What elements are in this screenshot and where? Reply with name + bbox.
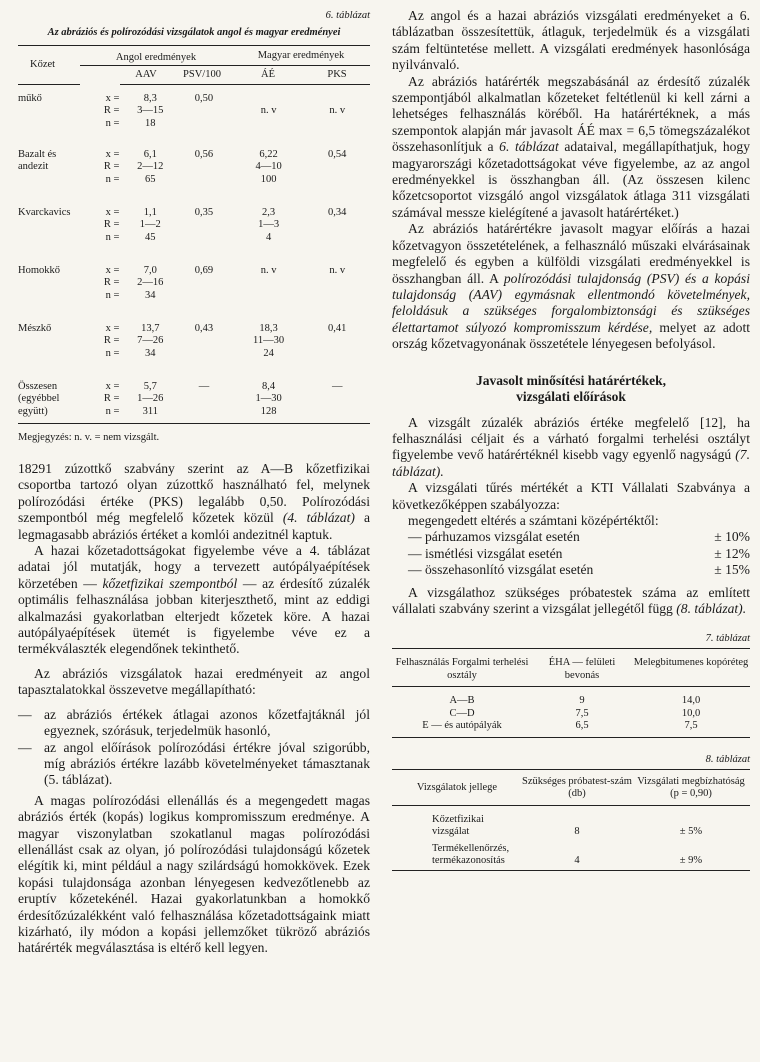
- table-cell: Termékellenőrzés, termékazonosítás: [432, 842, 510, 867]
- table-cell: ± 9%: [679, 855, 703, 867]
- ae-count: 4: [265, 231, 272, 243]
- text-span: 18291 zúzottkő szabvány szerint az A—B kőzetfizikai csoportba tartozó olyan zúzottkő használható fel, melynek polírozódási értéke (PKS) legalább 0,50. Polírozódási szempontból még megfelelő kőzetek közül: [18, 461, 370, 526]
- text-span: a legmagasabb abráziós értéket a komlói andezitnél kaptuk.: [18, 510, 370, 542]
- psv-value: 0,43: [194, 323, 214, 334]
- psv-value: —: [198, 381, 210, 392]
- rock-name: Homokkő: [18, 265, 60, 276]
- table6-row: [18, 143, 370, 201]
- aav-range: 3—15: [137, 105, 164, 117]
- table7: [392, 648, 750, 738]
- row-label: x =: [105, 265, 120, 276]
- table-cell: C—D: [449, 707, 475, 719]
- tolerance-value: ± 15%: [714, 562, 750, 578]
- aav-count: 45: [145, 231, 156, 243]
- heading-line: Javasolt minősítési határértékek,: [475, 372, 667, 388]
- row-label: n =: [105, 231, 120, 243]
- table7-number: 7. táblázat: [705, 633, 750, 645]
- aav-mean: 1,1: [143, 207, 157, 218]
- psv-value: 0,56: [194, 149, 214, 160]
- ae-range: 1—3: [258, 219, 280, 231]
- table6-row: [18, 375, 370, 421]
- table6-row: [18, 85, 370, 143]
- psv-value: 0,35: [194, 207, 214, 218]
- table8-body: [392, 806, 750, 870]
- section-heading: [392, 373, 750, 405]
- paragraph: [392, 585, 750, 618]
- table6-header-angol: Angol eredmények: [80, 46, 232, 66]
- table7-header-usage: Felhasználás Forgalmi terhelési osztály: [395, 657, 529, 681]
- row-label: x =: [105, 323, 120, 334]
- aav-range: 7—26: [137, 335, 164, 347]
- text-span: Az abráziós határértékre javasolt magyar előírás a hazai kőzetvagyon összetételének, a felhasználó műszaki elvárásainak megfelelő és egyben a külföldi vizsgálati eredményekkel is összhangban áll. A: [392, 221, 750, 286]
- row-label: R =: [103, 335, 120, 347]
- table-cell: 7,5: [684, 720, 698, 732]
- left-column: [18, 0, 370, 957]
- table6-header-ae: ÁÉ: [232, 65, 304, 85]
- psv-value: 0,50: [194, 93, 214, 104]
- table-cell: 9: [579, 695, 585, 707]
- tolerance-item: [392, 529, 750, 545]
- bullet-text: az angol előírások polírozódási értékre jóval szigorúbb, míg abráziós értékre lazább követelményeket támasztanak (5. táblázat).: [44, 739, 370, 788]
- ae-mean: n. v: [260, 105, 277, 116]
- rock-name: Mészkő: [18, 323, 52, 334]
- bullet-item: — az abráziós értékek átlagai azonos kőzetfajtáknál jól egyeznek, szórásuk, terjedelmük hasonló,: [18, 706, 370, 739]
- ae-range: 4—10: [255, 161, 282, 173]
- pks-value: —: [331, 381, 343, 392]
- table-row: [392, 708, 750, 721]
- table-row: [392, 843, 750, 868]
- heading-line: vizsgálati előírások: [516, 388, 626, 404]
- table-cell: 10,0: [681, 707, 701, 719]
- row-label: R =: [103, 105, 120, 117]
- table7-header-meleg: Melegbitumenes kopóréteg: [633, 657, 749, 669]
- table-cell: E — és autópályák: [422, 720, 502, 732]
- table-cell: 4: [574, 855, 580, 867]
- table-reference: 6. táblázat: [499, 139, 559, 155]
- paragraph: Az abráziós vizsgálatok hazai eredményeit az angol tapasztalatokkal összevetve megállapítható:: [18, 665, 370, 698]
- table6-header-psv: PSV/100: [172, 65, 232, 85]
- bullet-text: az abráziós értékek átlagai azonos kőzetfajtáknál jól egyeznek, szórásuk, terjedelmük hasonló,: [44, 706, 370, 739]
- table6-header-aav: AAV: [120, 65, 172, 85]
- row-label: x =: [105, 381, 120, 392]
- right-text-2: [392, 415, 750, 618]
- aav-count: 18: [145, 117, 156, 129]
- bullet-item: — az angol előírások polírozódási értékre jóval szigorúbb, míg abráziós értékre lazább követelményeket támasztanak (5. táblázat).: [18, 739, 370, 788]
- row-label: R =: [103, 219, 120, 231]
- text-span: — az érdesítő zúzalék optimális felhasználása jobban kiterjeszthető, mint az eddigi alkalmazási gyakorlatban elterjedt kőzetek köre. A hazai autópályaépítések ütemét is figyelembe véve ez a termékválaszték elegendőnek tekinthető.: [18, 575, 370, 657]
- table8-header-count: Szükséges próbatest-szám (db): [522, 775, 632, 800]
- table-cell: 14,0: [681, 695, 701, 707]
- text-span: A hazai kőzetadottságokat figyelembe véve a 4. táblázat adatai jól mutatják, hogy a tervezett autópályaépítések körzetében —: [18, 543, 370, 591]
- aav-range: 2—16: [137, 277, 164, 289]
- aav-count: 34: [145, 289, 156, 301]
- ae-mean: 2,3: [262, 207, 276, 218]
- row-label: R =: [103, 393, 120, 405]
- tolerance-label: — összehasonlító vizsgálat esetén: [408, 562, 594, 578]
- table6-number: 6. táblázat: [325, 10, 370, 21]
- table-cell: ± 5%: [679, 826, 703, 838]
- ae-range: 11—30: [253, 335, 285, 347]
- table6-row: [18, 259, 370, 317]
- tolerance-label: — párhuzamos vizsgálat esetén: [408, 529, 580, 545]
- right-text: [392, 8, 750, 353]
- row-label: n =: [105, 405, 120, 417]
- tolerance-value: ± 12%: [714, 545, 750, 561]
- table7-header-eha: ÉHA — felületi bevonás: [548, 657, 616, 681]
- rock-name: Kvarckavics: [18, 207, 71, 218]
- table7-header: [392, 649, 750, 687]
- rock-name: Bazalt és andezit: [18, 149, 57, 173]
- row-label: n =: [105, 117, 120, 129]
- row-label: n =: [105, 347, 120, 359]
- paragraph: A vizsgálati tűrés mértékét a KTI Vállalati Szabványa a következőképpen szabályozza:: [392, 480, 750, 512]
- table8: [392, 769, 750, 871]
- pks-value: 0,41: [328, 323, 347, 334]
- row-label: x =: [105, 149, 120, 160]
- aav-count: 34: [145, 347, 156, 359]
- tolerance-item: [392, 546, 750, 562]
- table6-header-magyar: Magyar eredmények: [232, 46, 370, 66]
- aav-range: 1—2: [139, 219, 161, 231]
- aav-mean: 6,1: [143, 149, 157, 160]
- table6: [18, 45, 370, 85]
- table-cell: 8: [574, 826, 580, 838]
- table-row: [392, 814, 750, 839]
- table-cell: Kőzetfizikai vizsgálat: [432, 813, 484, 838]
- rock-name: műkő: [18, 93, 42, 104]
- paragraph: [18, 461, 370, 543]
- table6-title: Az abráziós és polírozódási vizsgálatok angol és magyar eredményei: [47, 27, 341, 38]
- paragraph: [392, 221, 750, 352]
- aav-mean: 13,7: [141, 323, 160, 334]
- ae-mean: 6,22: [259, 149, 278, 160]
- pks-value: 0,54: [328, 149, 347, 160]
- tolerance-value: ± 10%: [714, 529, 750, 545]
- table6-header-pks: PKS: [304, 65, 370, 85]
- right-column: [392, 0, 750, 871]
- table8-header: [392, 770, 750, 806]
- table-reference: (7. táblázat).: [392, 447, 750, 479]
- paragraph: A magas polírozódási ellenállás és a megengedett magas abráziós érték (kopás) logikus kompromisszum eredménye. A magyar viszonylatban szokatlanul magas polírozódási ellenállást csak az olyan, jó polírozódási tulajdonságú kőzetek elégítik ki, mint például a nagy szilárdságú homokkövek. Ezek kopási tulajdonsága azonban lényegesen kedvezőtlenebb az eruptív kőzetekénél. Hazai gyakorlatunkban a homokkő érdesítőzúzalékként való felhasználása kőzetadottságaink miatt kizárható, ily módon a kopási jellemzőket tükröző abráziós határérték megválasztása is eltérő kell legyen.: [18, 792, 370, 956]
- table-row: [392, 720, 750, 733]
- text-span: A vizsgált zúzalék abráziós értéke megfelelő [12], ha felhasználási céljait és a várható forgalmi terhelési osztályt figyelembe vevő határértéknél kisebb vagy egyenlő nagyságú: [392, 414, 750, 463]
- table6-row: [18, 317, 370, 375]
- table-reference: (4. táblázat): [282, 510, 355, 526]
- tolerance-item: [392, 562, 750, 578]
- paragraph: Az angol és a hazai abráziós vizsgálati eredményeket a 6. táblázatban összesítettük, átlaguk, terjedelmük és a vizsgálati szám feltüntetése mellett. A vizsgálati eredmények hasonlósága nyilvánvaló.: [392, 8, 750, 73]
- aav-range: 1—26: [137, 393, 164, 405]
- aav-mean: 5,7: [143, 381, 157, 392]
- row-label: n =: [105, 289, 120, 301]
- table7-body: [392, 687, 750, 737]
- table6-header-kozet: Kőzet: [18, 46, 80, 85]
- pks-value: 0,34: [328, 207, 347, 218]
- ae-range: 1—30: [255, 393, 282, 405]
- table-cell: A—B: [449, 695, 475, 707]
- pks-value: n. v: [329, 265, 346, 276]
- row-label: R =: [103, 277, 120, 289]
- aav-mean: 7,0: [143, 265, 157, 276]
- ae-count: 128: [260, 405, 277, 417]
- ae-count: 100: [260, 173, 277, 185]
- psv-value: 0,69: [194, 265, 214, 276]
- paragraph: [392, 74, 750, 222]
- italic-span: kőzetfizikai szempontból: [102, 575, 238, 591]
- table6-body: [18, 85, 370, 424]
- table8-header-type: Vizsgálatok jellege: [416, 782, 498, 794]
- tolerance-list: [392, 529, 750, 578]
- table6-note: Megjegyzés: n. v. = nem vizsgált.: [18, 432, 160, 443]
- ae-mean: n. v: [260, 265, 277, 276]
- italic-span: polírozódási tulajdonság (PSV) és a kopási tulajdonság (AAV) egymásnak ellentmondó követelmények, feloldásuk a szükséges forgalombiztonsági és szükséges élettartamot súlyozó kompromisszum kérdése,: [392, 270, 750, 335]
- table8-number: 8. táblázat: [705, 753, 750, 765]
- table-cell: 6,5: [575, 720, 589, 732]
- text-span: Az abráziós határérték megszabásánál az érdesítő zúzalék szempontjából alkalmatlan kőzeteket feltétlenül ki kell zárni a lehetséges felhasználás köréből. Ha határértéknek, a más szempontok alapján már javasolt ÁÉ max = 6,5 tömegszázalékot összehasonlítjuk a: [392, 73, 750, 155]
- aav-range: 2—12: [137, 161, 164, 173]
- table8-header-reliability: Vizsgálati megbízhatóság (p = 0,90): [637, 775, 745, 800]
- paragraph: [392, 415, 750, 481]
- text-span: A vizsgálathoz szükséges próbatestek száma az említett vállalati szabvány szerint a vizsgálat jellegétől függ: [392, 584, 750, 616]
- paragraph: megengedett eltérés a számtani középértéktől:: [408, 512, 659, 528]
- paragraph: [18, 543, 370, 658]
- left-text: [18, 461, 370, 957]
- table-reference: (8. táblázat).: [676, 601, 747, 616]
- table-cell: 7,5: [575, 707, 589, 719]
- row-label: n =: [105, 173, 120, 185]
- row-label: x =: [105, 207, 120, 218]
- tolerance-label: — ismétlési vizsgálat esetén: [408, 545, 563, 561]
- pks-value: n. v: [329, 105, 346, 116]
- aav-count: 311: [142, 405, 158, 417]
- ae-mean: 18,3: [259, 323, 278, 334]
- text-span: melyet az adott ország kőzetvagyonának összetétele lényegesen befolyásol.: [392, 319, 750, 352]
- table-row: [392, 695, 750, 708]
- aav-count: 65: [145, 173, 156, 185]
- rock-name: Összesen (egyébbel együtt): [18, 381, 60, 417]
- ae-count: 24: [263, 347, 274, 359]
- ae-mean: 8,4: [262, 381, 276, 392]
- row-label: R =: [103, 161, 120, 173]
- aav-mean: 8,3: [143, 93, 157, 104]
- text-span: adataival, megállapíthatjuk, hogy magyarországi kőzetadottságokat véve figyelembe, az az angol eredményekkel is összhangban áll. (Az összesen kilenc kőzetcsoportot vizsgáló angol vizsgálatok átlaga 311 vizsgálati számával messze kielégítené a javasolt határértéket.): [392, 139, 751, 220]
- row-label: x =: [105, 93, 120, 104]
- table6-row: [18, 201, 370, 259]
